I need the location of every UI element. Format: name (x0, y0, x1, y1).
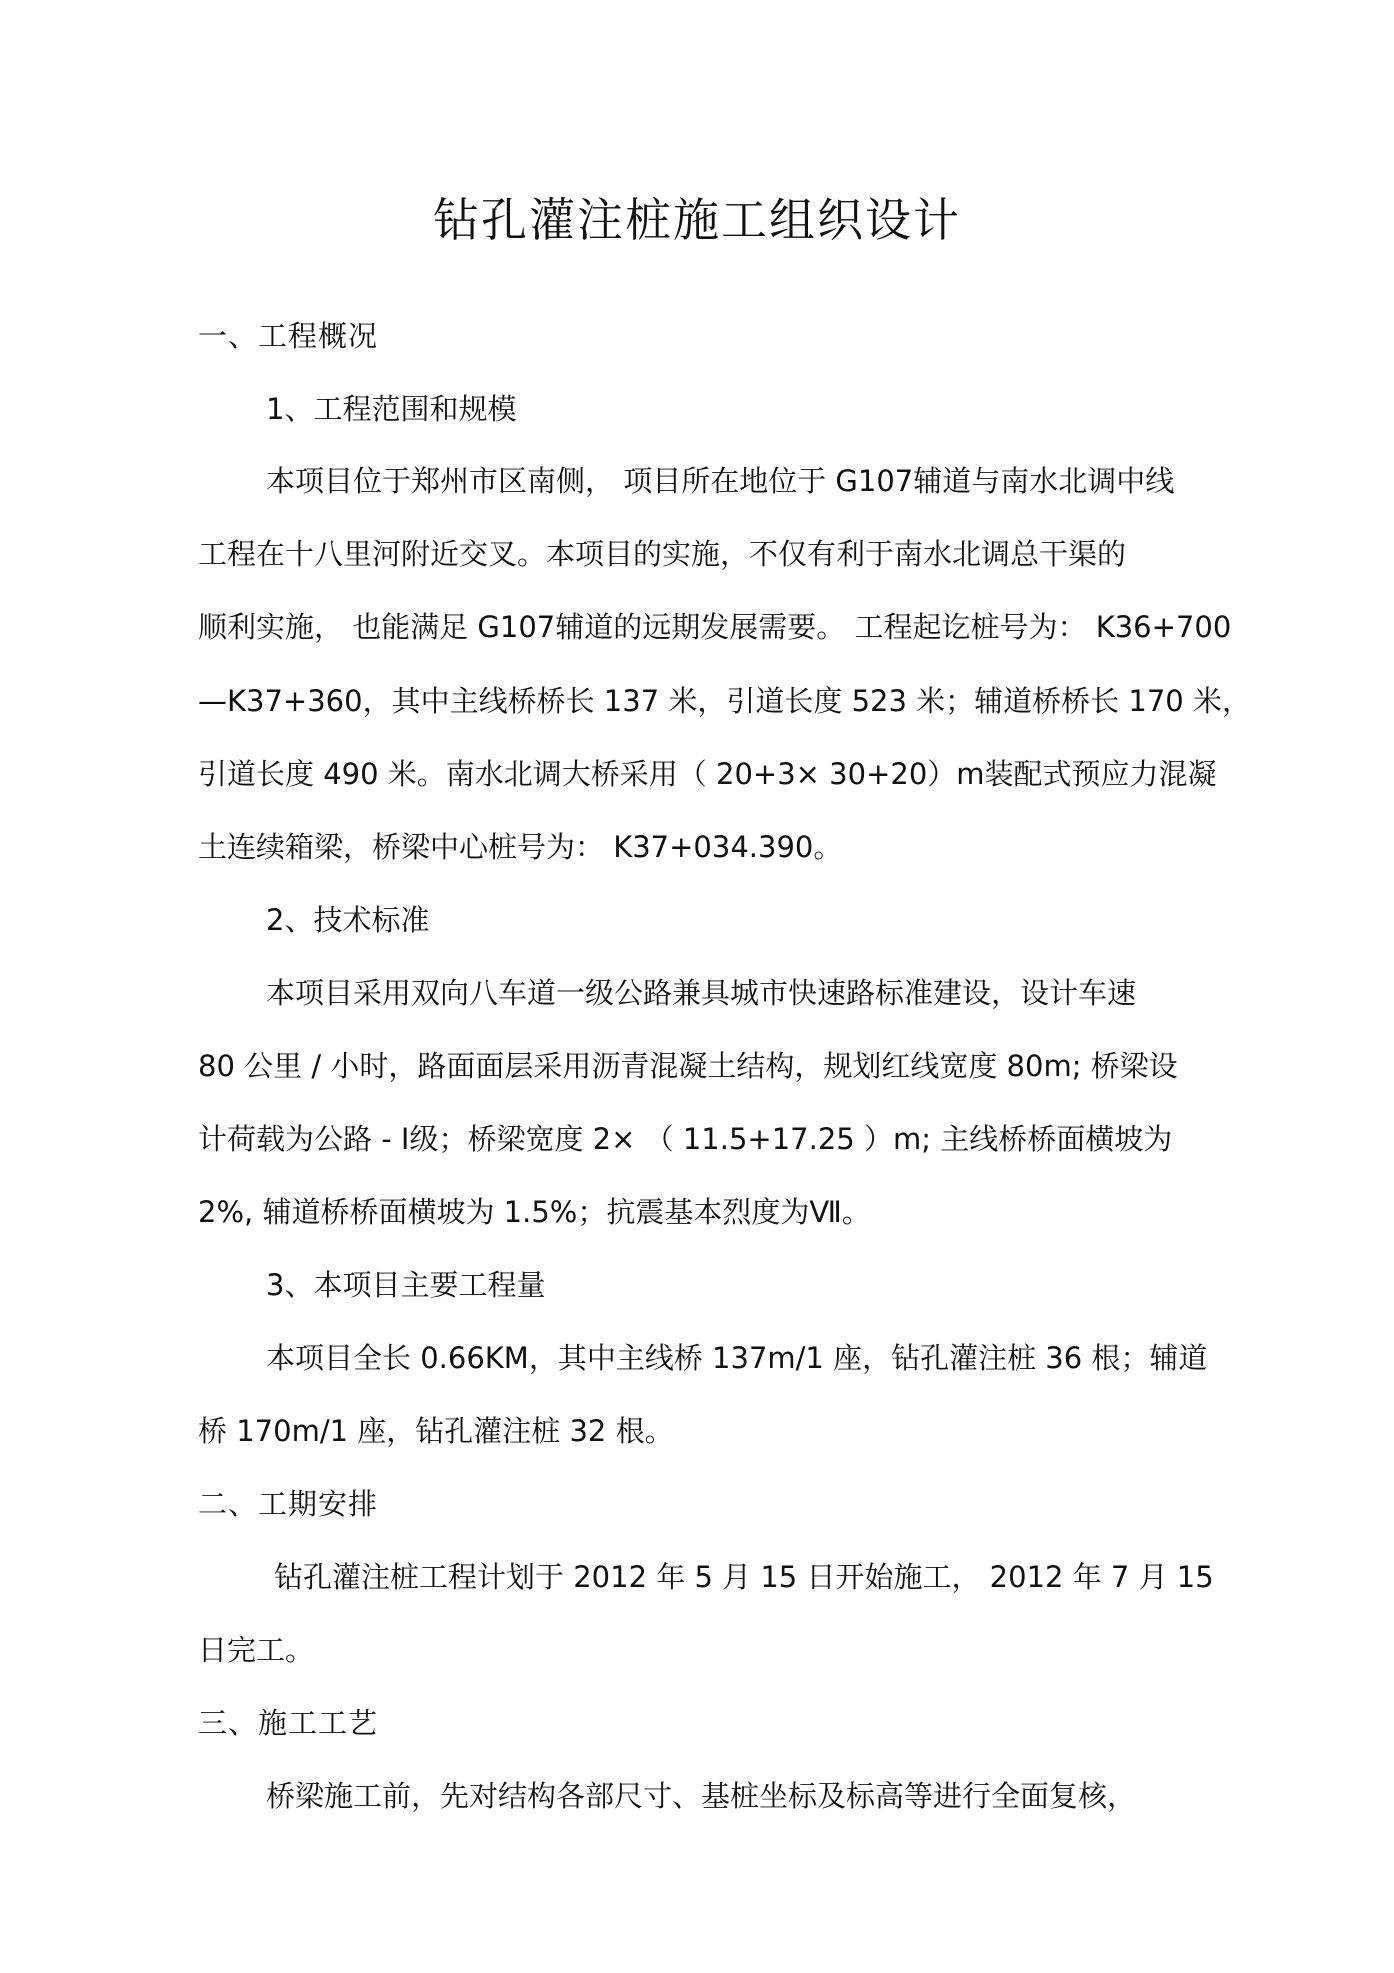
section-heading-overview: 一、工程概况 (198, 319, 379, 353)
paragraph-line: 工程在十八里河附近交叉。本项目的实施，不仅有利于南水北调总干渠的 (198, 537, 1127, 571)
paragraph-line: 计荷载为公路 - Ⅰ级；桥梁宽度 2× （ 11.5+17.25 ）m; 主线桥桥面横坡为 (198, 1122, 1173, 1156)
subsection-heading-scope: 1、工程范围和规模 (266, 392, 517, 426)
section-heading-schedule: 二、工期安排 (198, 1487, 379, 1521)
paragraph-line: 80 公里 / 小时，路面面层采用沥青混凝土结构，规划红线宽度 80m; 桥梁设 (198, 1049, 1178, 1083)
paragraph-line: 本项目位于郑州市区南侧， 项目所在地位于 G107辅道与南水北调中线 (266, 464, 1175, 498)
paragraph-line: 本项目全长 0.66KM，其中主线桥 137m/1 座，钻孔灌注桩 36 根；辅道 (266, 1341, 1208, 1375)
subsection-heading-standards: 2、技术标准 (266, 903, 430, 937)
paragraph-line: —K37+360，其中主线桥桥长 137 米，引道长度 523 米；辅道桥桥长 170 米， (198, 684, 1251, 718)
paragraph-line: 顺利实施， 也能满足 G107辅道的远期发展需要。 工程起讫桩号为： K36+700 (198, 610, 1232, 644)
subsection-heading-quantities: 3、本项目主要工程量 (266, 1268, 546, 1302)
paragraph-line: 引道长度 490 米。南水北调大桥采用（ 20+3× 30+20）m装配式预应力混凝 (198, 757, 1217, 791)
section-heading-process: 三、施工工艺 (198, 1706, 379, 1740)
document-title: 钻孔灌注桩施工组织设计 (433, 193, 961, 247)
paragraph-line: 日完工。 (198, 1633, 315, 1667)
paragraph-line: 土连续箱梁，桥梁中心桩号为： K37+034.390。 (198, 830, 843, 864)
paragraph-line: 本项目采用双向八车道一级公路兼具城市快速路标准建设，设计车速 (266, 976, 1137, 1010)
paragraph-line: 钻孔灌注桩工程计划于 2012 年 5 月 15 日开始施工， 2012 年 7 月 15 (274, 1560, 1214, 1594)
paragraph-line: 桥 170m/1 座，钻孔灌注桩 32 根。 (198, 1414, 674, 1448)
paragraph-line: 桥梁施工前，先对结构各部尺寸、基桩坐标及标高等进行全面复核， (266, 1779, 1137, 1813)
paragraph-line: 2%, 辅道桥桥面横坡为 1.5%；抗震基本烈度为Ⅶ。 (198, 1195, 871, 1229)
